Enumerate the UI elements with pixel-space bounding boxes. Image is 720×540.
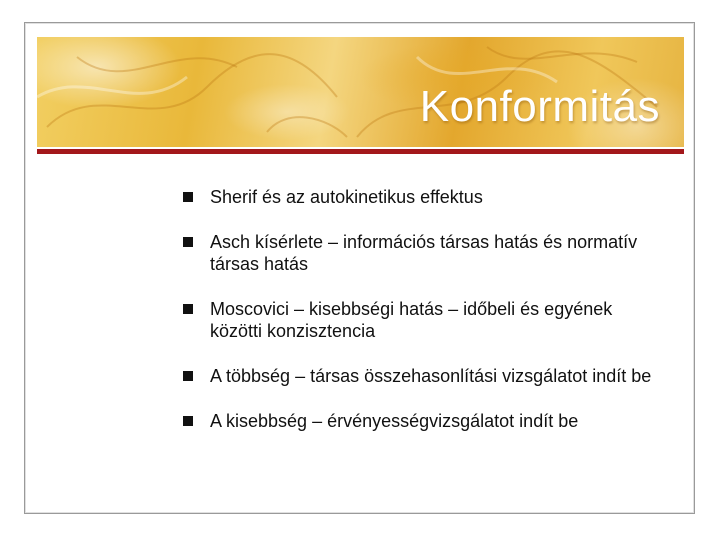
square-bullet-icon xyxy=(183,416,193,426)
title-underline xyxy=(37,149,684,154)
bullet-item xyxy=(183,298,663,342)
bullet-list xyxy=(183,186,663,455)
square-bullet-icon xyxy=(183,192,193,202)
square-bullet-icon xyxy=(183,237,193,247)
bullet-text: Moscovici – kisebbségi hatás – időbeli és egyének közötti konzisztencia xyxy=(210,299,613,341)
bullet-item xyxy=(183,186,663,208)
bullet-text: A kisebbség – érvényességvizsgálatot indít be xyxy=(210,411,579,431)
slide-title: Konformitás xyxy=(419,82,660,131)
square-bullet-icon xyxy=(183,371,193,381)
bullet-item xyxy=(183,410,663,432)
bullet-text: Asch kísérlete – információs társas hatás és normatív társas hatás xyxy=(210,232,638,274)
bullet-text: Sherif és az autokinetikus effektus xyxy=(210,187,483,207)
square-bullet-icon xyxy=(183,304,193,314)
title-banner xyxy=(37,37,684,147)
bullet-text: A többség – társas összehasonlítási vizsgálatot indít be xyxy=(210,366,652,386)
bullet-item xyxy=(183,231,663,275)
bullet-item xyxy=(183,365,663,387)
